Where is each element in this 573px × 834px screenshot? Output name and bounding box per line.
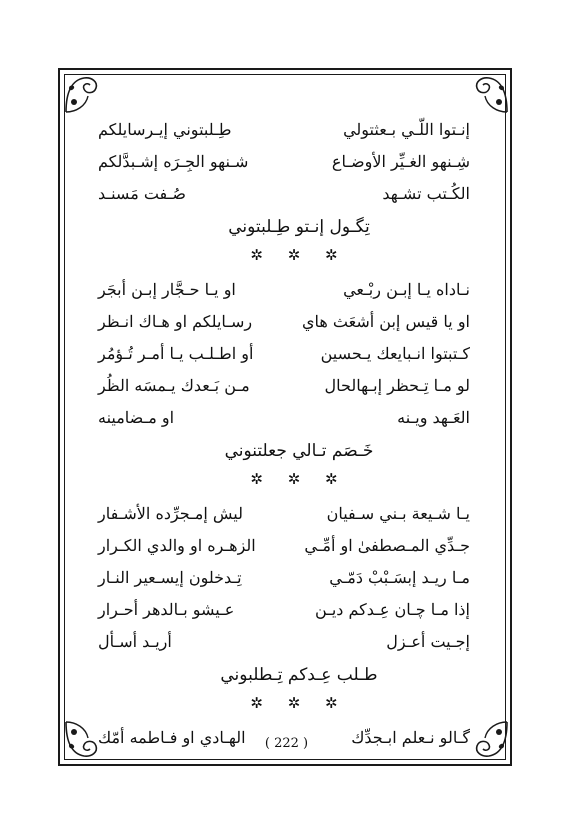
verse-first-half: إذا مـا چـان عِـدكم ديـن	[314, 600, 470, 619]
verse-first-half: شِـنهو الغـيِّر الأوضـاع	[331, 152, 470, 171]
stanza-2	[98, 274, 470, 490]
verse-first-half: جـدِّي المـصطفىٰ او أمِّـي	[304, 536, 470, 555]
verse-line	[98, 370, 470, 402]
stanza-separator-stars-icon: ✲ ✲ ✲	[250, 470, 348, 488]
verse-second-half: مـن بَـعدك يـمسَه الظُر	[98, 376, 250, 395]
verse-second-half: تِـدخلون إيسـعير النـار	[98, 568, 242, 587]
verse-first-half: نـاداه يـا إبـن ربْـعي	[343, 280, 470, 299]
verse-line	[98, 402, 470, 434]
verse-line	[98, 338, 470, 370]
stanza-1	[98, 114, 470, 266]
verse-first-half: إنـتوا اللّـي بـعثتولي	[343, 120, 470, 139]
stanza-separator-stars-icon: ✲ ✲ ✲	[250, 246, 348, 264]
verse-second-half: او يـا حـجَّار إبـن أبجَر	[98, 280, 236, 299]
verse-second-half: الهـادي او فـاطمه أمّك	[98, 728, 246, 747]
verse-second-half: عـيشو بـالدهر أحـرار	[98, 600, 235, 619]
verse-second-half: أو اطـلـب يـا أمـر تُـؤمُر	[98, 344, 254, 363]
verse-line	[98, 530, 470, 562]
verse-line	[98, 178, 470, 210]
verse-line	[98, 626, 470, 658]
verse-second-half: ليش إمـجرِّده الأشـفار	[98, 504, 243, 523]
verse-second-half: أريـد أسـأل	[98, 632, 172, 651]
verse-second-half: شـنهو الجِـرَه إشـبدَّلكم	[98, 152, 249, 171]
verse-first-half: او يا قيس إبن أشعَث هاي	[302, 312, 470, 331]
corner-ornament-icon	[62, 72, 106, 116]
verse-first-half: مـا ريـد إبسَـبْبْ دَمّـي	[329, 568, 470, 587]
verse-first-half: گـالو نـعلم ابـجدِّك	[351, 728, 470, 747]
verse-line	[98, 562, 470, 594]
verse-first-half: يـا شـيعة بـني سـفيان	[326, 504, 470, 523]
verse-line	[98, 274, 470, 306]
stanza-separator-stars-icon: ✲ ✲ ✲	[250, 694, 348, 712]
verse-second-half: صُـفت مَسنـد	[98, 184, 186, 203]
refrain-line: خَـصَم تـالي جعلتنوني	[224, 441, 374, 461]
corner-ornament-icon	[467, 72, 511, 116]
verse-line	[98, 498, 470, 530]
verse-line	[98, 594, 470, 626]
verse-line	[98, 146, 470, 178]
stanza-3	[98, 498, 470, 714]
verse-line	[98, 114, 470, 146]
verse-second-half: طِـلبتوني إيـرسايلكم	[98, 120, 232, 139]
verse-first-half: إجـيت أعـزل	[386, 632, 470, 651]
verse-first-half: كـتبتوا انـبايعك يـحسين	[320, 344, 470, 363]
verse-first-half: لو مـا تِـحظر إبـهالحال	[324, 376, 470, 395]
verse-second-half: رسـايلكم او هـاك انـظر	[98, 312, 253, 331]
poem-body	[98, 114, 470, 754]
verse-second-half: الزهـره او والدي الكـرار	[98, 536, 256, 555]
verse-line	[98, 306, 470, 338]
verse-second-half: او مـضامينه	[98, 408, 175, 427]
verse-first-half: الكُـتب تشـهد	[382, 184, 470, 203]
refrain-line: طـلب عِـدكم تِـطلبوني	[220, 665, 378, 685]
verse-first-half: العَـهد ويـنه	[397, 408, 470, 427]
page-number: ( 222 )	[264, 736, 309, 751]
refrain-line: تِگـول إنـتو طِـلبتوني	[228, 217, 370, 237]
